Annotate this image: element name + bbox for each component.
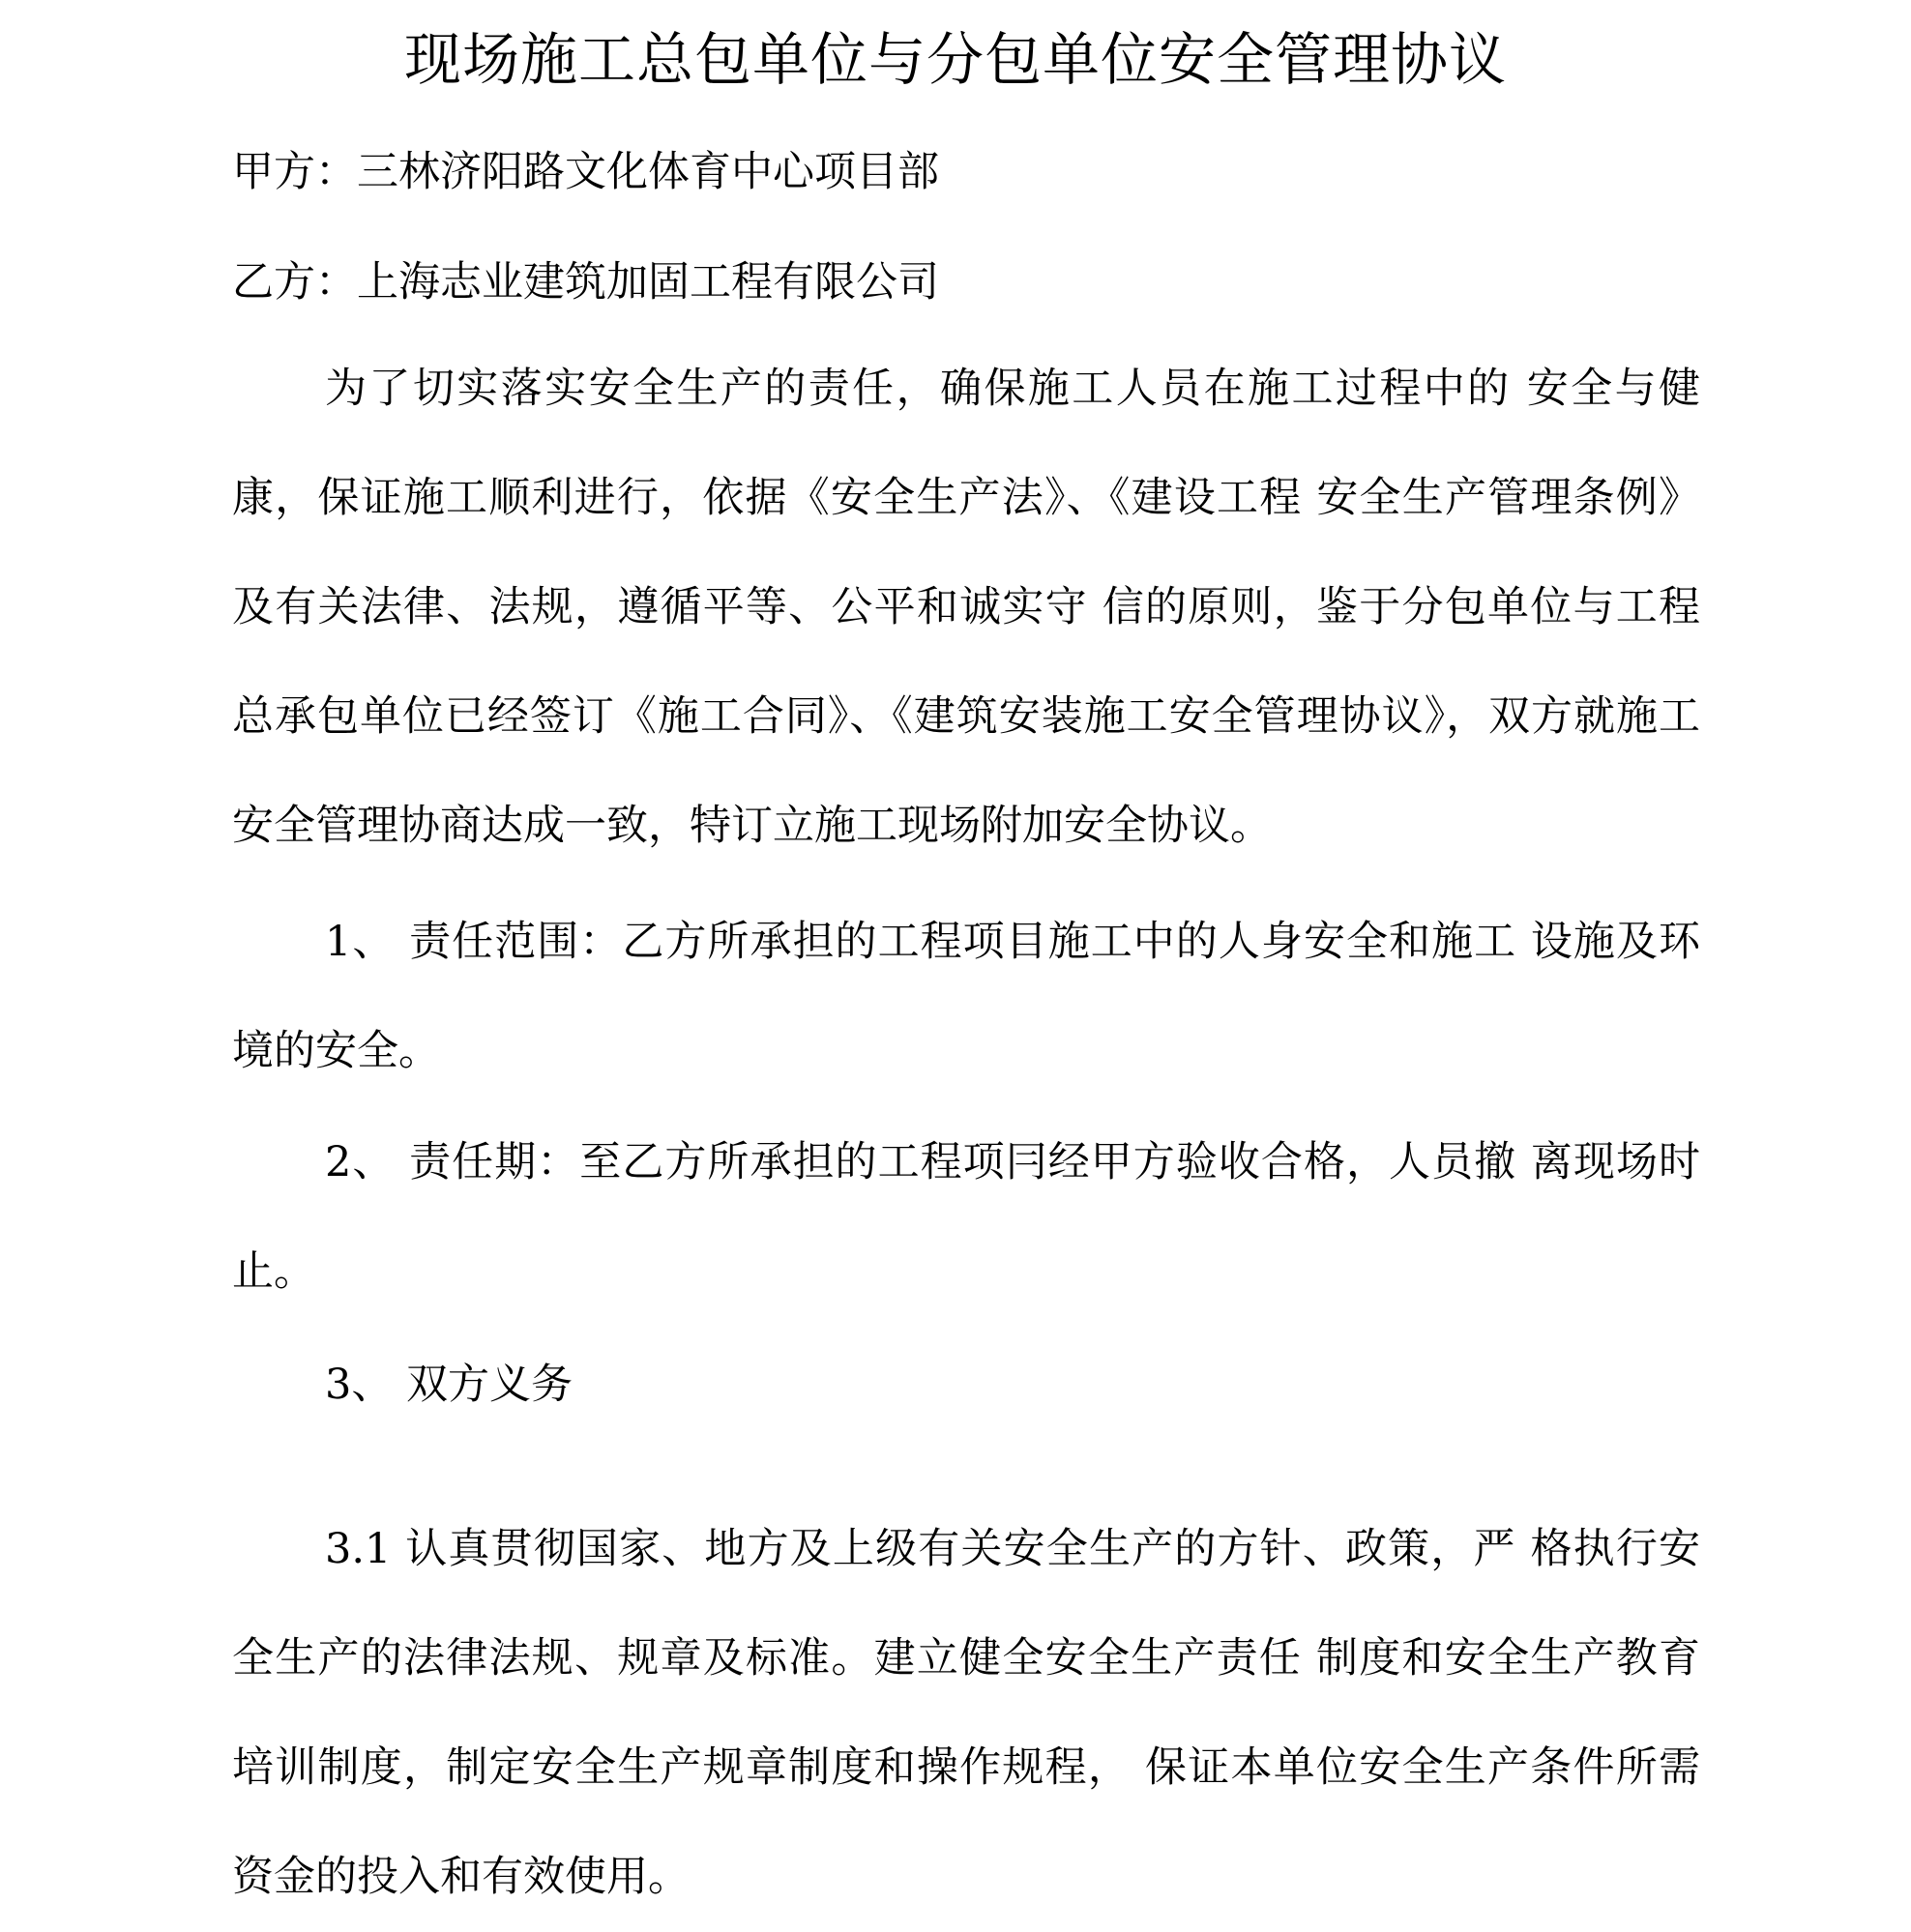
clause-3-heading: 3、 双方义务 [325,1361,573,1409]
clause-3-1-paragraph: 3.1 认真贯彻国家、地方及上级有关安全生产的方针、政策，严 格执行安全生产的法律法规、规章及标准。建立健全安全生产责任 制度和安全生产教育培训制度，制定安全生产规章制度和操作规程， 保证本单位安全生产条件所需资金的投入和有效使用。 [232,1525,1700,1901]
party-b-line: 乙方：上海志业建筑加固工程有限公司 [232,258,939,307]
clause-2-responsibility-period: 2、 责任期：至乙方所承担的工程项冃经甲方验收合格，人员撤 离现场时止。 [232,1138,1700,1296]
clause-1-responsibility-scope: 1、 责任范围：乙方所承担的工程项目施工中的人身安全和施工 设施及环境的安全。 [232,918,1700,1075]
party-a-line: 甲方：三林济阳路文化体育中心项目部 [232,148,939,196]
document-title: 现场施工总包单位与分包单位安全管理协议 [403,26,1507,93]
intro-paragraph: 为了切实落实安全生产的责任，确保施工人员在施工过程中的 安全与健康，保证施工顺利进行，依据《安全生产法》、《建设工程 安全生产管理条例》及有关法律、法规，遵循平等、公平和诚实守 信的原则，鉴于分包单位与工程总承包单位已经签订《施工合同》、《建筑安装施工安全管理协议》，双方就施工安全管理协商达成一致，特订立施工现场附加安全协议。 [232,365,1700,850]
